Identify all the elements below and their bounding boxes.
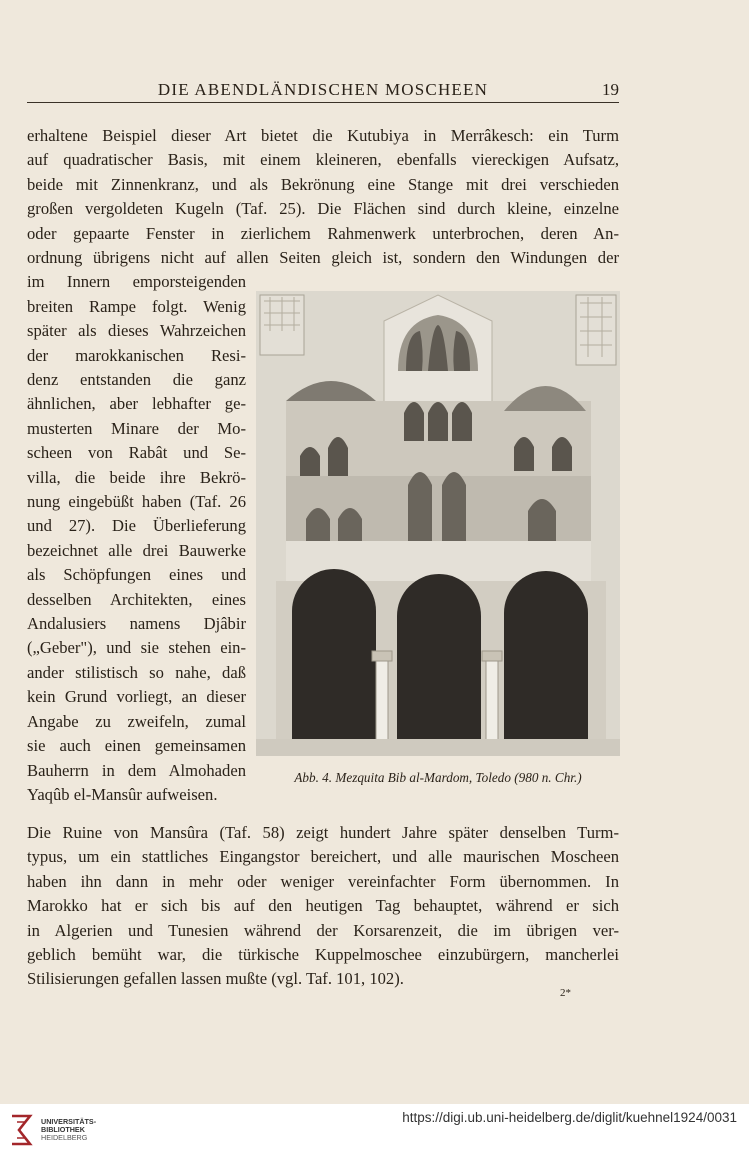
text-line: in Algerien und Tunesien während der Korsarenzeit, die im übrigen ver- <box>27 920 619 940</box>
text-line: scheen von Rabât und Se- <box>27 443 246 463</box>
page-header <box>27 78 619 103</box>
library-name <box>41 1118 96 1143</box>
library-name-line: UNIVERSITÄTS- <box>41 1117 97 1126</box>
text-line: Bauherrn in dem Almohaden <box>27 760 246 780</box>
footer-bar <box>0 1104 749 1156</box>
text-line: Angabe zu zweifeln, zumal <box>27 711 246 731</box>
paragraph-bottom <box>27 821 619 992</box>
text-line: im Innern emporsteigenden <box>27 272 246 292</box>
text-line: beide mit Zinnenkranz, und als Bekrönung eine Stange mit drei verschieden <box>27 174 619 194</box>
text-line: bezeichnet alle drei Bauwerke <box>27 540 246 560</box>
library-logo-icon <box>9 1112 35 1148</box>
text-line: ordnung übrigens nicht auf allen Seiten gleich ist, sondern den Windungen der <box>27 248 619 268</box>
text-line: später als dieses Wahrzeichen <box>27 321 246 341</box>
text-line: Marokko hat er sich bis auf den heutigen Tag behauptet, während er sich <box>27 896 619 916</box>
paragraph-top <box>27 124 619 270</box>
text-line: Yaqûb el-Mansûr aufweisen. <box>27 784 218 804</box>
text-line: desselben Architekten, eines <box>27 589 246 609</box>
text-line: nung eingebüßt haben (Taf. 26 <box>27 492 246 512</box>
text-line: denz entstanden die ganz <box>27 370 246 390</box>
text-line: typus, um ein stattliches Eingangstor bereichert, und alle maurischen Moscheen <box>27 847 619 867</box>
text-line: villa, die beide ihre Bekrö- <box>27 467 246 487</box>
page-number: 19 <box>602 80 619 99</box>
text-line: der marokkanischen Resi- <box>27 345 246 365</box>
mosque-elevation-drawing <box>256 291 620 756</box>
source-url-link[interactable]: https://digi.ub.uni-heidelberg.de/diglit/kuehnel1924/0031 <box>402 1110 737 1125</box>
text-line: und 27). Die Überlieferung <box>27 516 246 536</box>
text-line: ander stilistisch so nahe, daß <box>27 662 246 682</box>
text-line: musterten Minare der Mo- <box>27 418 246 438</box>
text-line: breiten Rampe folgt. Wenig <box>27 296 246 316</box>
library-name-line: HEIDELBERG <box>41 1133 88 1143</box>
text-line: erhaltene Beispiel dieser Art bietet die Kutubiya in Merrâkesch: ein Turm <box>27 126 619 145</box>
text-line: ähnlichen, aber lebhafter ge- <box>27 394 246 414</box>
text-line: oder gepaarte Fenster in zierlichem Rahmenwerk unterbrochen, deren An- <box>27 223 619 243</box>
text-line: Andalusiers namens Djâbir <box>27 614 246 634</box>
library-name-line: BIBLIOTHEK <box>41 1125 85 1135</box>
running-title: DIE ABENDLÄNDISCHEN MOSCHEEN <box>157 80 489 99</box>
text-line: Die Ruine von Mansûra (Taf. 58) zeigt hundert Jahre später denselben Turm- <box>27 823 619 842</box>
text-line: Stilisierungen gefallen lassen mußte (vgl. Taf. 101, 102). <box>27 969 404 989</box>
paragraph-narrow-column <box>27 270 246 807</box>
sheet-signature: 2* <box>560 987 571 999</box>
figure-caption: Abb. 4. Mezquita Bib al-Mardom, Toledo (980 n. Chr.) <box>294 770 582 785</box>
text-line: („Geber"), und sie stehen ein- <box>27 638 246 658</box>
text-line: als Schöpfungen eines und <box>27 565 246 585</box>
text-line: haben ihn dann in mehr oder weniger vereinfachter Form übernommen. In <box>27 871 619 891</box>
text-line: auf quadratischer Basis, mit einem kleineren, ebenfalls viereckigen Aufsatz, <box>27 150 619 170</box>
figure-mosque-elevation <box>256 291 620 756</box>
text-line: kein Grund vorliegt, an dieser <box>27 687 246 707</box>
text-line: großen vergoldeten Kugeln (Taf. 25). Die Flächen sind durch kleine, einzelne <box>27 199 619 219</box>
text-line: geblich bemüht war, die türkische Kuppelmoschee einzubürgern, mancherlei <box>27 945 619 965</box>
text-line: sie auch einen gemeinsamen <box>27 736 246 756</box>
